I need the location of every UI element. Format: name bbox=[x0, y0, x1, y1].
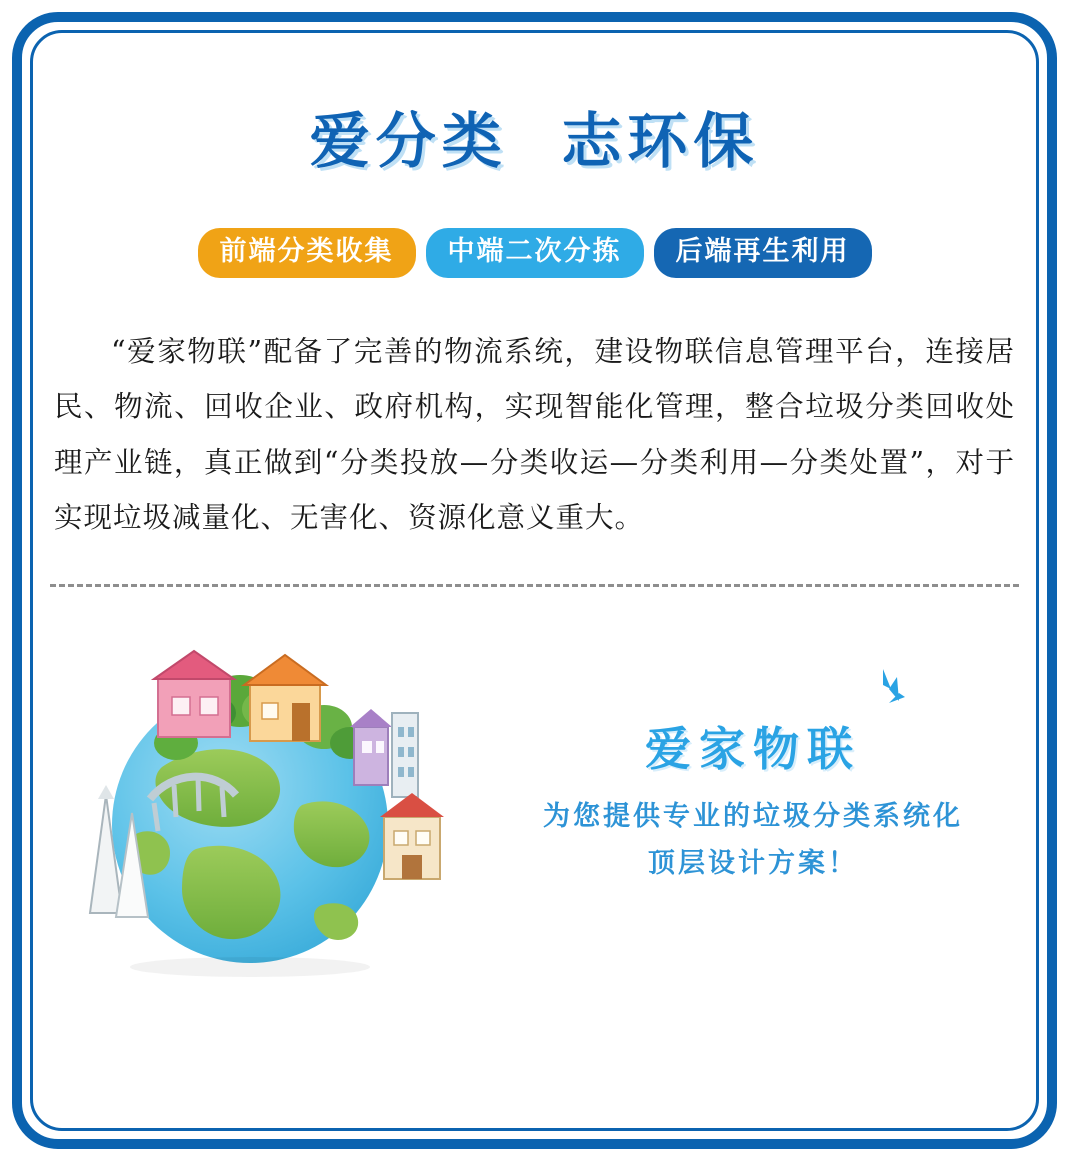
tag-mid-end-sorting: 中端二次分拣 bbox=[426, 228, 644, 278]
brand-block bbox=[493, 713, 1013, 888]
body-paragraph: “爱家物联”配备了完善的物流系统，建设物联信息管理平台，连接居民、物流、回收企业、政府机构，实现智能化管理，整合垃圾分类回收处理产业链，真正做到“分类投放—分类收运—分类利用—分类处置”，对于实现垃圾减量化、无害化、资源化意义重大。 bbox=[54, 334, 1015, 535]
brand-name-text: 爱家物联 bbox=[645, 721, 861, 776]
tag-back-end-recycling: 后端再生利用 bbox=[654, 228, 872, 278]
tag-front-end-collection: 前端分类收集 bbox=[198, 228, 416, 278]
brand-name bbox=[645, 713, 861, 779]
poster-content bbox=[46, 46, 1023, 1115]
brand-slogan-line1: 为您提供专业的垃圾分类系统化 bbox=[543, 800, 963, 832]
page-title: 爱分类 志环保 bbox=[309, 107, 760, 177]
lower-section bbox=[46, 609, 1023, 989]
brand-slogan bbox=[493, 793, 1013, 888]
brand-slogan-line2: 顶层设计方案！ bbox=[648, 848, 858, 880]
sparkle-icon bbox=[853, 667, 913, 727]
earth-with-houses-illustration bbox=[54, 617, 454, 977]
dashed-divider bbox=[50, 584, 1019, 587]
tag-list bbox=[46, 228, 1023, 278]
